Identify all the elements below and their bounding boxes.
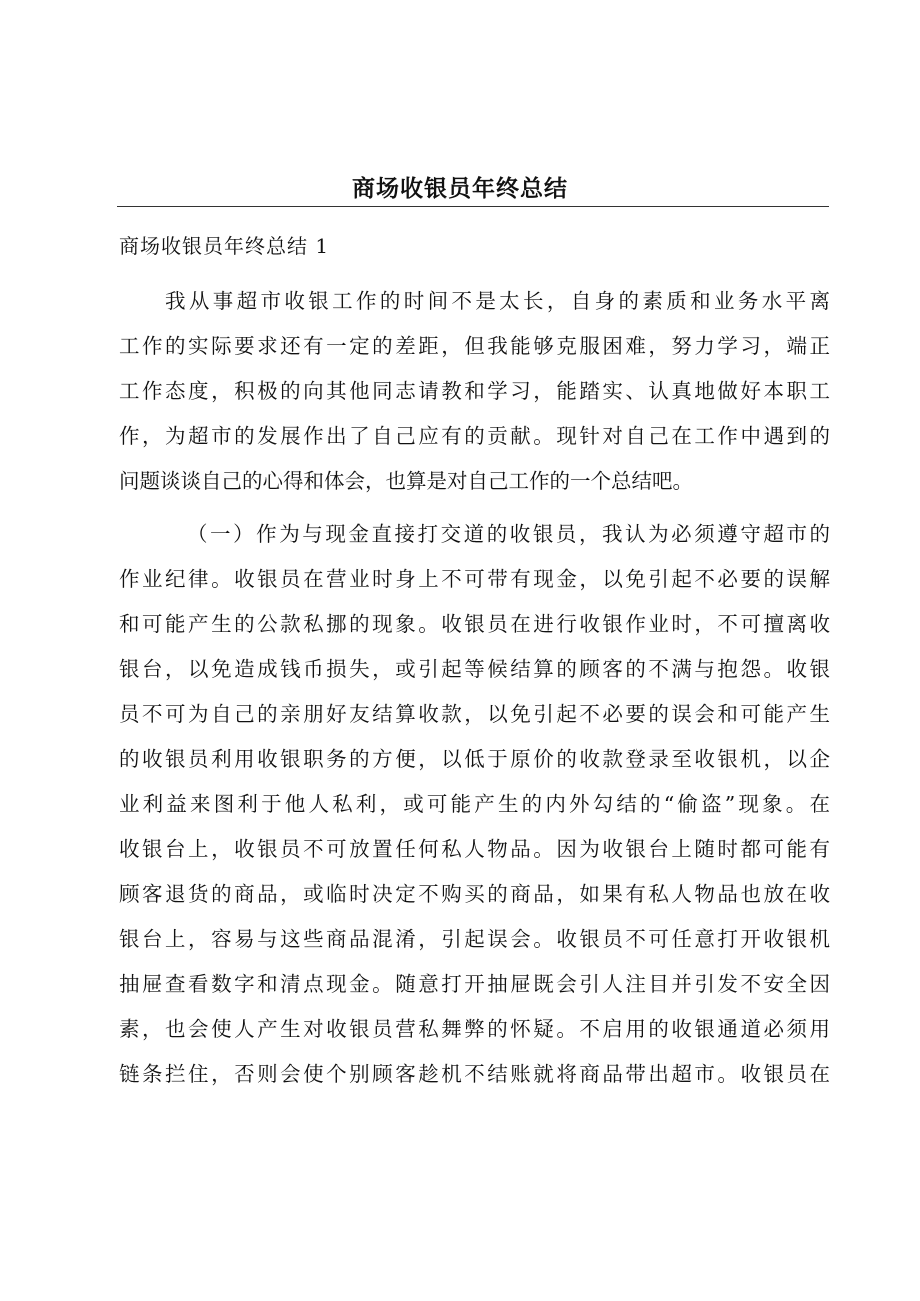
paragraph-line: 收银台上，收银员不可放置任何私人物品。因为收银台上随时都可能有	[119, 837, 830, 861]
title-divider	[117, 206, 829, 207]
paragraph-line: 业利益来图利于他人私利，或可能产生的内外勾结的“偷盗”现象。在	[119, 792, 830, 816]
document-title: 商场收银员年终总结	[352, 176, 568, 202]
paragraph-line: 素，也会使人产生对收银员营私舞弊的怀疑。不启用的收银通道必须用	[119, 1017, 830, 1041]
paragraph-line: 问题谈谈自己的心得和体会，也算是对自己工作的一个总结吧。	[119, 469, 693, 493]
paragraph-line: 银台，以免造成钱币损失，或引起等候结算的顾客的不满与抱怨。收银	[119, 657, 830, 681]
paragraph-line: 工作态度，积极的向其他同志请教和学习，能踏实、认真地做好本职工	[119, 379, 830, 403]
paragraph-line: 的收银员利用收银职务的方便，以低于原价的收款登录至收银机，以企	[119, 747, 830, 771]
paragraph-line: 银台上，容易与这些商品混淆，引起误会。收银员不可任意打开收银机	[119, 927, 830, 951]
section-heading: 商场收银员年终总结 1	[119, 234, 330, 258]
paragraph-line: （一）作为与现金直接打交道的收银员，我认为必须遵守超市的	[187, 522, 830, 546]
paragraph-line: 链条拦住，否则会使个别顾客趁机不结账就将商品带出超市。收银员在	[119, 1062, 830, 1086]
paragraph-2	[119, 512, 830, 1097]
paragraph-line: 员不可为自己的亲朋好友结算收款，以免引起不必要的误会和可能产生	[119, 702, 830, 726]
paragraph-line: 作业纪律。收银员在营业时身上不可带有现金，以免引起不必要的误解	[119, 567, 830, 591]
paragraph-line: 顾客退货的商品，或临时决定不购买的商品，如果有私人物品也放在收	[119, 882, 830, 906]
paragraph-line: 我从事超市收银工作的时间不是太长，自身的素质和业务水平离	[165, 289, 830, 313]
paragraph-line: 抽屉查看数字和清点现金。随意打开抽屉既会引人注目并引发不安全因	[119, 972, 830, 996]
paragraph-1	[119, 279, 830, 504]
paragraph-line: 作，为超市的发展作出了自己应有的贡献。现针对自己在工作中遇到的	[119, 424, 830, 448]
paragraph-line: 工作的实际要求还有一定的差距，但我能够克服困难，努力学习，端正	[119, 334, 830, 358]
paragraph-line: 和可能产生的公款私挪的现象。收银员在进行收银作业时，不可擅离收	[119, 612, 830, 636]
